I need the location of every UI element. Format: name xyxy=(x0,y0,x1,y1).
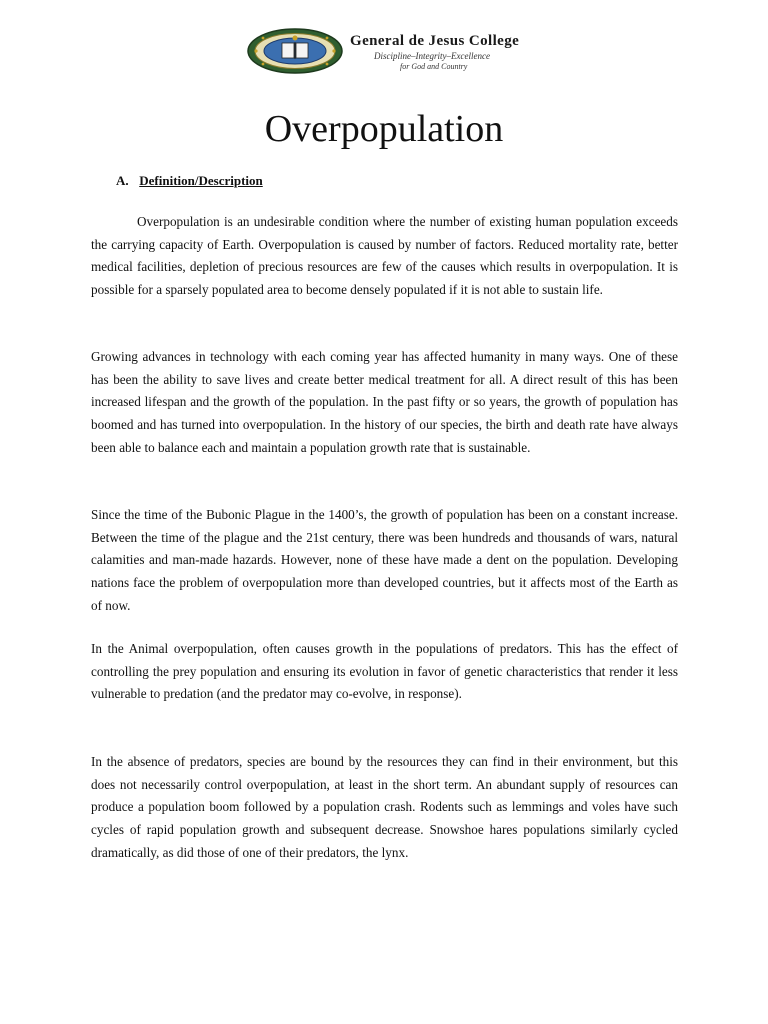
section-title: Definition/Description xyxy=(139,173,263,188)
body-paragraph: Overpopulation is an undesirable condition where the number of existing human population exceeds the carrying capacity of Earth. Overpopulation is caused by number of factors. Reduced mortality rate, better medical facilities, depletion of precious resources are few of the causes which results in overpopulation. It is possible for a sparsely populated area to become densely populated if it is not able to sustain life. xyxy=(91,214,678,298)
section-number: A. xyxy=(116,173,129,188)
body-paragraph: In the absence of predators, species are bound by the resources they can find in their environment, but this does not necessarily control overpopulation, at least in the short term. An abundant supply of resources can produce a population boom followed by a population crash. Rodents such as lemmings and voles have such cycles of rapid population growth and subsequent decrease. Snowshoe hares populations similarly cycled dramatically, as did those of one of their predators, the lynx. xyxy=(91,754,678,860)
college-motto: Discipline–Integrity–Excellence xyxy=(374,51,490,61)
college-name: General de Jesus College xyxy=(350,33,520,49)
letterhead xyxy=(246,28,592,74)
college-seal-logo xyxy=(246,28,344,74)
body-paragraph: Since the time of the Bubonic Plague in the 1400’s, the growth of population has been on a constant increase. Between the time of the plague and the 21st century, there was been hundreds and thousands of wars, natural calamities and man-made hazards. However, none of these have made a dent on the population. Developing nations face the problem of overpopulation more than developed countries, but it affects most of the Earth as of now. xyxy=(91,507,678,613)
document-title: Overpopulation xyxy=(264,108,504,150)
college-tagline: for God and Country xyxy=(400,62,468,71)
body-paragraph: Growing advances in technology with each coming year has affected humanity in many ways. One of these has been the ability to save lives and create better medical treatment for all. A direct result of this has been increased lifespan and the growth of the population. In the past fifty or so years, the growth of population has boomed and has turned into overpopulation. In the history of our species, the birth and death rate have always been able to balance each and maintain a population growth rate that is sustainable. xyxy=(91,349,678,455)
section-heading xyxy=(116,173,263,189)
body-paragraph: In the Animal overpopulation, often causes growth in the populations of predators. This has the effect of controlling the prey population and ensuring its evolution in favor of genetic characteristics that render it less vulnerable to predation (and the predator may co-evolve, in response). xyxy=(91,641,678,702)
